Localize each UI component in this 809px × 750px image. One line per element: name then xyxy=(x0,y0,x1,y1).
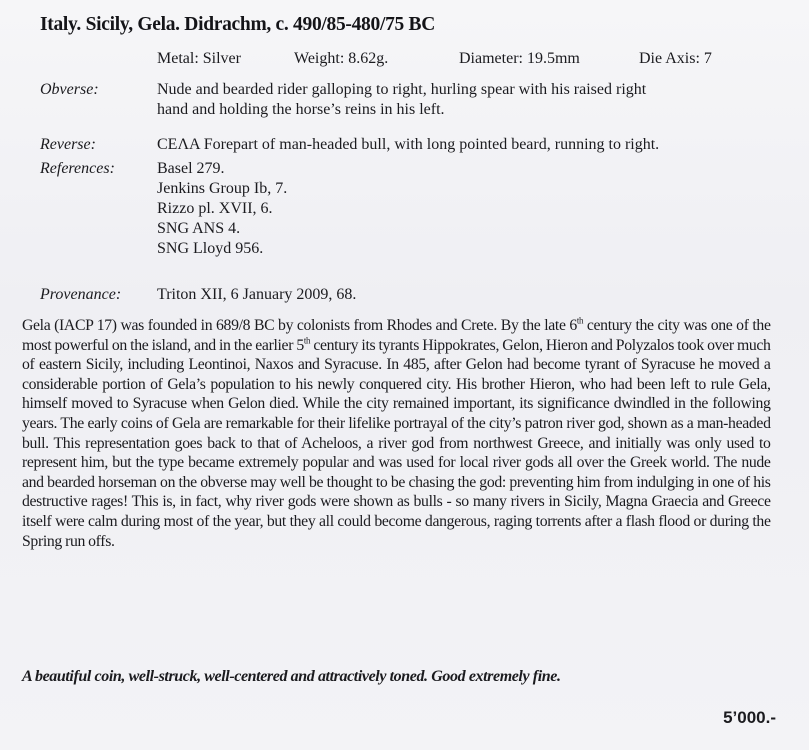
obverse-line: hand and holding the horse’s reins in his left. xyxy=(157,101,445,118)
references-label: References: xyxy=(40,160,115,177)
essay-text: century the city was one of the most powerful on the island, and in the earlier 5 xyxy=(22,317,771,354)
historical-essay xyxy=(22,316,771,551)
weight: Weight: 8.62g. xyxy=(294,50,389,67)
reference-item: Jenkins Group Ib, 7. xyxy=(157,180,288,197)
obverse-description xyxy=(157,80,777,120)
obverse-line: Nude and bearded rider galloping to right, hurling spear with his raised right xyxy=(157,81,647,98)
provenance-line: Triton XII, 6 January 2009, 68. xyxy=(157,286,357,303)
reference-item: Basel 279. xyxy=(157,160,225,177)
references-list xyxy=(157,159,777,259)
reference-item: Rizzo pl. XVII, 6. xyxy=(157,200,273,217)
grade-statement: A beautiful coin, well-struck, well-centered and attractively toned. Good extremely fine. xyxy=(22,668,561,685)
essay-text: Gela (IACP 17) was founded in 689/8 BC by colonists from Rhodes and Crete. By the late 6 xyxy=(22,317,577,334)
reverse-line: CEΛA Forepart of man-headed bull, with long pointed beard, running to right. xyxy=(157,136,660,153)
provenance-value xyxy=(157,285,777,305)
metal: Metal: Silver xyxy=(157,50,241,67)
essay-paragraph xyxy=(22,316,771,551)
reverse-description xyxy=(157,135,777,155)
superscript: th xyxy=(303,335,311,346)
essay-text: century its tyrants Hippokrates, Gelon, Hieron and Polyzalos took over much of eastern Sicily, including Leontinoi, Naxos and Syracuse. In 485, after Gelon had become tyrant of Syracuse he moved a considerable portion of Gela’s population to his newly conquered city. His brother Hieron, who had been left to rule Gela, himself moved to Syracuse when Gelon died. While the city remained important, its significance dwindled in the following years. The early coins of Gela are remarkable for their lifelike portrayal of the city’s patron river god, shown as a man-headed bull. This representation goes back to that of Acheloos, a river god from northwest Greece, and initially was only used to represent him, but the type became extremely popular and was used for local river gods all over the Greek world. The nude and bearded horseman on the obverse may well be thought to be chasing the god: preventing him from indulging in one of his destructive rages! This is, in fact, why river gods were shown as bulls - so many rivers in Sicily, Magna Graecia and Greece itself were calm during most of the year, but they all could become dangerous, raging torrents after a flash flood or during the Spring run offs. xyxy=(22,336,771,550)
lot-title: Italy. Sicily, Gela. Didrachm, c. 490/85-480/75 BC xyxy=(40,14,436,35)
reverse-label: Reverse: xyxy=(40,136,96,153)
diameter: Diameter: 19.5mm xyxy=(459,50,580,67)
provenance-label: Provenance: xyxy=(40,286,122,303)
reference-item: SNG ANS 4. xyxy=(157,220,241,237)
obverse-label: Obverse: xyxy=(40,81,99,98)
superscript: th xyxy=(576,315,584,326)
reference-item: SNG Lloyd 956. xyxy=(157,240,264,257)
estimate-price: 5’000.- xyxy=(723,708,776,727)
die-axis: Die Axis: 7 xyxy=(639,50,712,67)
